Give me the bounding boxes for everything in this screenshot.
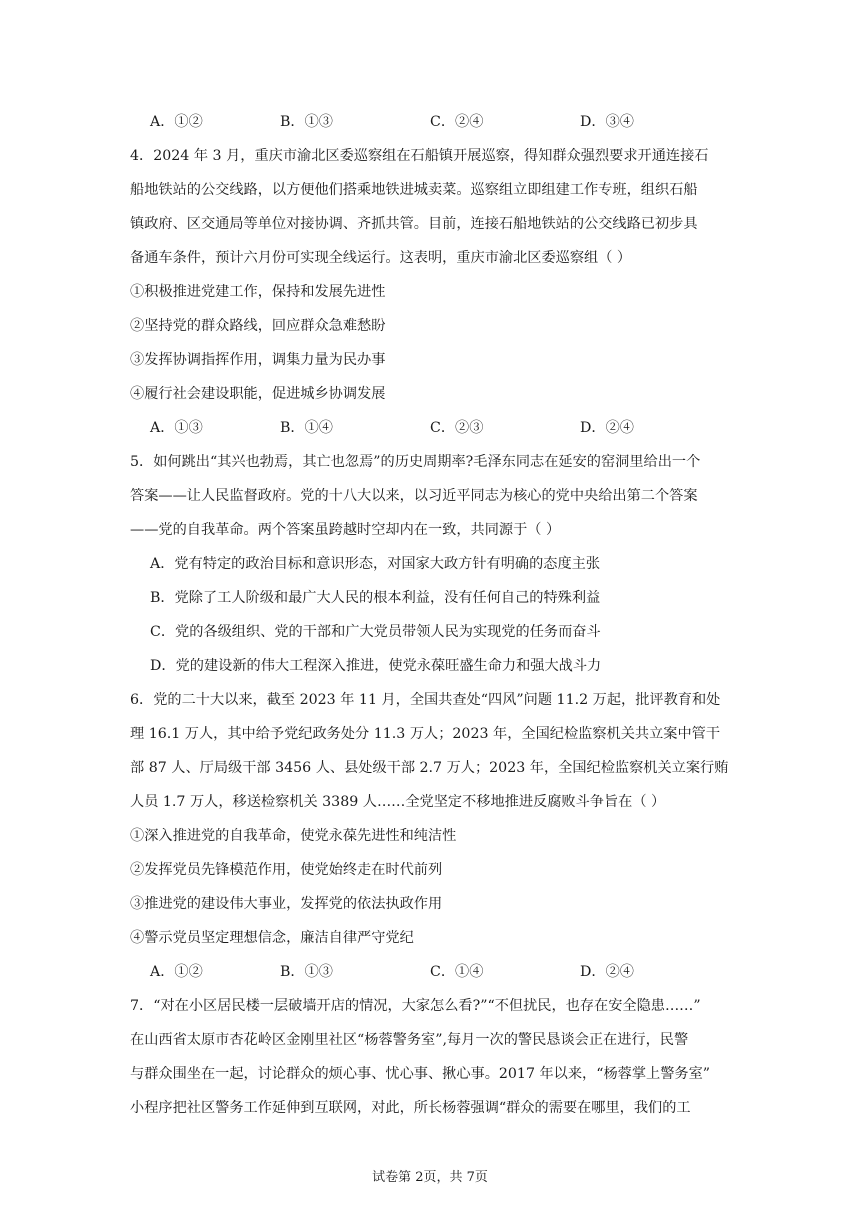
q4-text-line: 镇政府、区交通局等单位对接协调、齐抓共管。目前，连接石船地铁站的公交线路已初步具: [130, 216, 698, 232]
q6-text-line: 部 87 人、厅局级干部 3456 人、县处级干部 2.7 万人；2023 年，全国纪检监察机关立案行贿: [130, 760, 729, 776]
option-c: C．①④: [430, 964, 484, 980]
page-footer: 试卷第 2页，共 7页: [372, 1170, 488, 1185]
option-b: B．①③: [280, 964, 333, 980]
q6-item: ③推进党的建设伟大事业，发挥党的依法执政作用: [130, 896, 443, 912]
option-a: A．①③: [150, 420, 203, 436]
q4-text-line: 4．2024 年 3 月，重庆市渝北区委巡察组在石船镇开展巡察，得知群众强烈要求开通连接石: [130, 148, 709, 164]
q5-option-d: D．党的建设新的伟大工程深入推进，使党永葆旺盛生命力和强大战斗力: [150, 658, 602, 674]
q7-text-line: 小程序把社区警务工作延伸到互联网，对此，所长杨蓉强调“群众的需要在哪里，我们的工: [130, 1100, 691, 1116]
q6-item: ①深入推进党的自我革命，使党永葆先进性和纯洁性: [130, 828, 457, 844]
q4-item: ①积极推进党建工作，保持和发展先进性: [130, 284, 386, 300]
q5-option-b: B．党除了工人阶级和最广大人民的根本利益，没有任何自己的特殊利益: [150, 590, 601, 606]
q6-text-line: 人员 1.7 万人，移送检察机关 3389 人……全党坚定不移地推进反腐败斗争旨在（ ）: [130, 794, 666, 810]
option-a: A．①②: [150, 964, 203, 980]
q5-option-c: C．党的各级组织、党的干部和广大党员带领人民为实现党的任务而奋斗: [150, 624, 601, 640]
q4-text-line: 船地铁站的公交线路，以方便他们搭乘地铁进城卖菜。巡察组立即组建工作专班，组织石船: [130, 182, 698, 198]
q4-text-line: 备通车条件，预计六月份可实现全线运行。这表明，重庆市渝北区委巡察组（ ）: [130, 250, 632, 266]
option-d: D．②④: [580, 964, 634, 980]
option-b: B．①③: [280, 114, 333, 130]
q4-item: ②坚持党的群众路线，回应群众急难愁盼: [130, 318, 386, 334]
option-a: A．①②: [150, 114, 203, 130]
option-c: C．②③: [430, 420, 484, 436]
q6-item: ④警示党员坚定理想信念，廉洁自律严守党纪: [130, 930, 414, 946]
q5-option-a: A．党有特定的政治目标和意识形态，对国家大政方针有明确的态度主张: [150, 556, 601, 572]
q4-item: ③发挥协调指挥作用，调集力量为民办事: [130, 352, 386, 368]
q6-text-line: 理 16.1 万人，其中给予党纪政务处分 11.3 万人；2023 年，全国纪检监察机关共立案中管干: [130, 726, 721, 742]
q7-text-line: 在山西省太原市杏花岭区金刚里社区“杨蓉警务室”,每月一次的警民恳谈会正在进行，民警: [130, 1032, 689, 1048]
option-b: B．①④: [280, 420, 333, 436]
q5-text-line: ——党的自我革命。两个答案虽跨越时空却内在一致，共同源于（ ）: [130, 522, 561, 538]
q5-text-line: 5．如何跳出“其兴也勃焉，其亡也忽焉”的历史周期率?毛泽东同志在延安的窑洞里给出一个: [130, 454, 701, 470]
q5-text-line: 答案——让人民监督政府。党的十八大以来，以习近平同志为核心的党中央给出第二个答案: [130, 488, 698, 504]
q7-text-line: 7．“对在小区居民楼一层破墙开店的情况，大家怎么看?”“不但扰民，也存在安全隐患……”: [130, 998, 701, 1014]
q4-item: ④履行社会建设职能，促进城乡协调发展: [130, 386, 386, 402]
q7-text-line: 与群众围坐在一起，讨论群众的烦心事、忧心事、揪心事。2017 年以来，“杨蓉掌上警务室”: [130, 1066, 711, 1082]
q6-item: ②发挥党员先锋模范作用，使党始终走在时代前列: [130, 862, 443, 878]
option-c: C．②④: [430, 114, 484, 130]
option-d: D．②④: [580, 420, 634, 436]
q6-text-line: 6．党的二十大以来，截至 2023 年 11 月，全国共查处“四风”问题 11.2 万起，批评教育和处: [130, 692, 721, 708]
option-d: D．③④: [580, 114, 634, 130]
